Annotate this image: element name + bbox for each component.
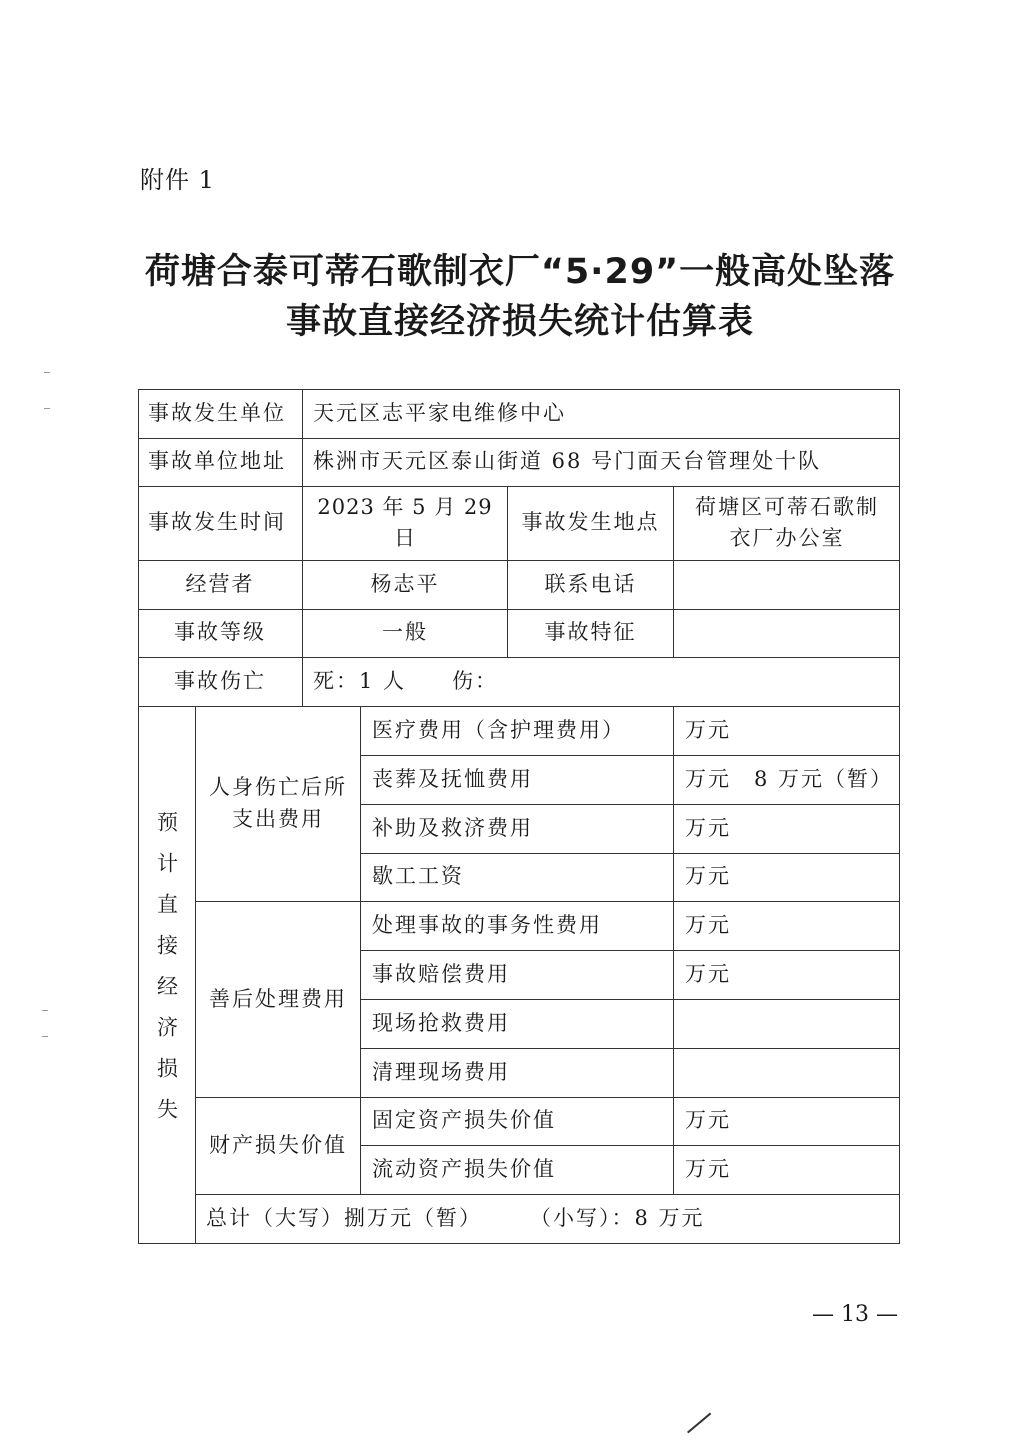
section-label — [138, 706, 195, 1244]
item-value: 万元 — [685, 1108, 731, 1133]
item-name: 固定资产损失价值 — [372, 1108, 556, 1133]
item-name: 清理现场费用 — [372, 1059, 510, 1084]
item-name: 流动资产损失价值 — [372, 1156, 556, 1181]
casualty-label: 事故伤亡 — [174, 668, 266, 693]
total-row: 总计（大写）捌万元（暂） （小写）：8 万元 — [206, 1206, 705, 1231]
phone-label: 联系电话 — [544, 571, 637, 596]
group-label: 人身伤亡后所支出费用 — [209, 775, 347, 831]
operator-label: 经营者 — [185, 571, 255, 596]
item-value: 万元 — [685, 961, 731, 986]
item-value: 万元 — [685, 815, 731, 840]
unit-value: 天元区志平家电维修中心 — [313, 400, 566, 425]
group-label: 财产损失价值 — [209, 1133, 347, 1158]
item-value: 万元 — [685, 1156, 731, 1181]
address-label: 事故单位地址 — [148, 449, 286, 474]
scan-mark — [44, 372, 50, 373]
feature-label: 事故特征 — [544, 620, 637, 645]
item-name: 处理事故的事务性费用 — [372, 912, 602, 937]
level-value: 一般 — [382, 620, 428, 645]
page-number: — 13 — — [812, 1302, 898, 1327]
scan-mark — [44, 408, 50, 409]
item-name: 补助及救济费用 — [372, 815, 533, 840]
address-value: 株洲市天元区泰山街道 68 号门面天台管理处十队 — [313, 449, 822, 474]
item-value: 万元 — [685, 864, 731, 889]
casualty-value: 死：1 人 伤： — [313, 668, 499, 693]
place-value: 荷塘区可蒂石歌制衣厂办公室 — [695, 494, 879, 550]
operator-value: 杨志平 — [370, 571, 440, 596]
item-name: 丧葬及抚恤费用 — [372, 766, 533, 791]
scan-mark — [42, 1036, 48, 1037]
item-name: 现场抢救费用 — [372, 1010, 510, 1035]
pen-mark — [687, 1413, 711, 1433]
scan-mark — [42, 1010, 48, 1011]
table-rule — [360, 706, 361, 1194]
unit-label: 事故发生单位 — [148, 400, 286, 425]
item-value: 万元 8 万元（暂） — [685, 766, 894, 791]
feature-value — [674, 609, 900, 657]
time-value: 2023 年 5 月 29 日 — [317, 494, 493, 550]
attachment-label: 附件 1 — [140, 166, 215, 194]
table-rule — [673, 706, 674, 1194]
document-title-line-2: 事故直接经济损失统计估算表 — [285, 302, 754, 342]
level-label: 事故等级 — [174, 620, 266, 645]
section-label-text: 预计直接经济损失 — [154, 811, 179, 1139]
item-name: 事故赔偿费用 — [372, 961, 510, 986]
item-value: 万元 — [685, 912, 731, 937]
time-label: 事故发生时间 — [148, 510, 286, 535]
item-value: 万元 — [685, 717, 731, 742]
phone-value — [674, 560, 900, 609]
place-label: 事故发生地点 — [521, 510, 660, 535]
group-label: 善后处理费用 — [209, 986, 347, 1011]
item-name: 歇工工资 — [372, 864, 464, 889]
item-name: 医疗费用（含护理费用） — [372, 717, 625, 742]
document-title-line-1: 荷塘合泰可蒂石歌制衣厂“5·29”一般高处坠落 — [144, 252, 896, 292]
